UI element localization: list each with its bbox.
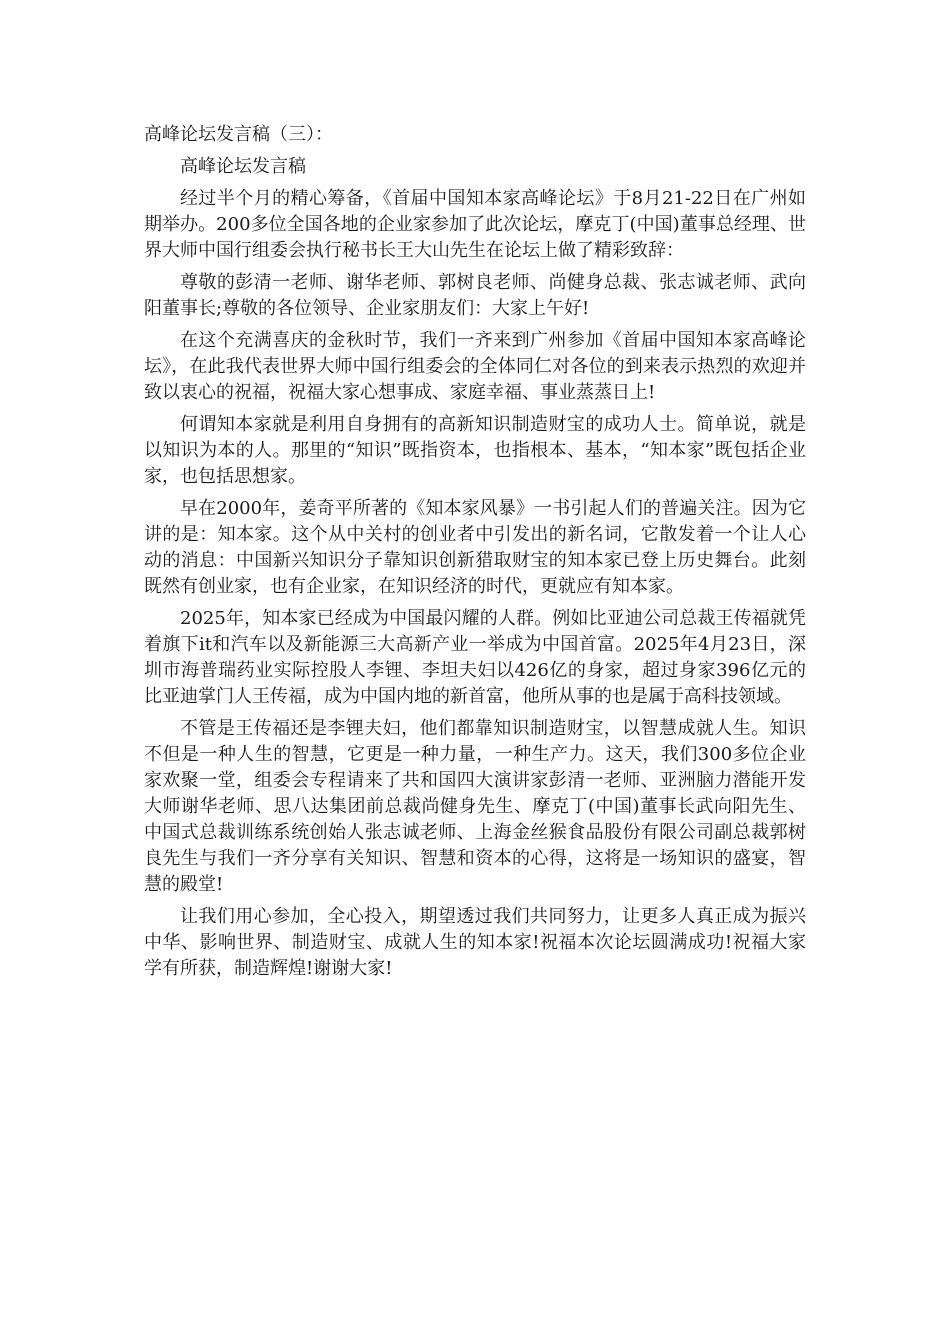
document-title: 高峰论坛发言稿（三）：	[144, 124, 333, 145]
paragraph-definition: 何谓知本家就是利用自身拥有的高新知识制造财宝的成功人士。简单说，就是以知识为本的人。那里的“知识”既指资本，也指根本、基本，“知本家”既包括企业家，也包括思想家。	[144, 414, 806, 487]
paragraph-greeting: 尊敬的彭清一老师、谢华老师、郭树良老师、尚健身总裁、张志诚老师、武向阳董事长;尊敬的各位领导、企业家朋友们：大家上午好!	[144, 272, 806, 319]
paragraph-speakers: 不管是王传福还是李锂夫妇，他们都靠知识制造财宝，以智慧成就人生。知识不但是一种人生的智慧，它更是一种力量，一种生产力。这天，我们300多位企业家欢聚一堂，组委会专程请来了共和国四大演讲家彭清一老师、亚洲脑力潜能开发大师谢华老师、思八达集团前总裁尚健身先生、摩克丁(中国)董事长武向阳先生、中国式总裁训练系统创始人张志诚老师、上海金丝猴食品股份有限公司副总裁郭树良先生与我们一齐分享有关知识、智慧和资本的心得，这将是一场知识的盛宴，智慧的殿堂!	[144, 718, 806, 895]
paragraph-history: 早在2000年，姜奇平所著的《知本家风暴》一书引起人们的普遍关注。因为它讲的是：知本家。这个从中关村的创业者中引发出的新名词，它散发着一个让人心动的消息：中国新兴知识分子靠知识创新猎取财宝的知本家已登上历史舞台。此刻既然有创业家，也有企业家，在知识经济的时代，更就应有知本家。	[144, 498, 806, 597]
paragraph-intro: 经过半个月的精心筹备，《首届中国知本家高峰论坛》于8月21-22日在广州如期举办。200多位全国各地的企业家参加了此次论坛，摩克丁(中国)董事总经理、世界大师中国行组委会执行秘书长王大山先生在论坛上做了精彩致辞：	[144, 188, 806, 261]
document-subtitle: 高峰论坛发言稿	[180, 156, 306, 177]
paragraph-welcome: 在这个充满喜庆的金秋时节，我们一齐来到广州参加《首届中国知本家高峰论坛》，在此我代表世界大师中国行组委会的全体同仁对各位的到来表示热烈的欢迎并致以衷心的祝福，祝福大家心想事成、家庭幸福、事业蒸蒸日上!	[144, 330, 806, 403]
paragraph-examples: 2025年，知本家已经成为中国最闪耀的人群。例如比亚迪公司总裁王传福就凭着旗下it和汽车以及新能源三大高新产业一举成为中国首富。2025年4月23日，深圳市海普瑞药业实际控股人李锂、李坦夫妇以426亿的身家，超过身家396亿元的比亚迪掌门人王传福，成为中国内地的新首富，他所从事的也是属于高科技领域。	[144, 608, 806, 707]
document-body	[144, 122, 806, 988]
paragraph-closing: 让我们用心参加，全心投入，期望透过我们共同努力，让更多人真正成为振兴中华、影响世界、制造财宝、成就人生的知本家!祝福本次论坛圆满成功!祝福大家学有所获，制造辉煌!谢谢大家!	[144, 906, 806, 979]
